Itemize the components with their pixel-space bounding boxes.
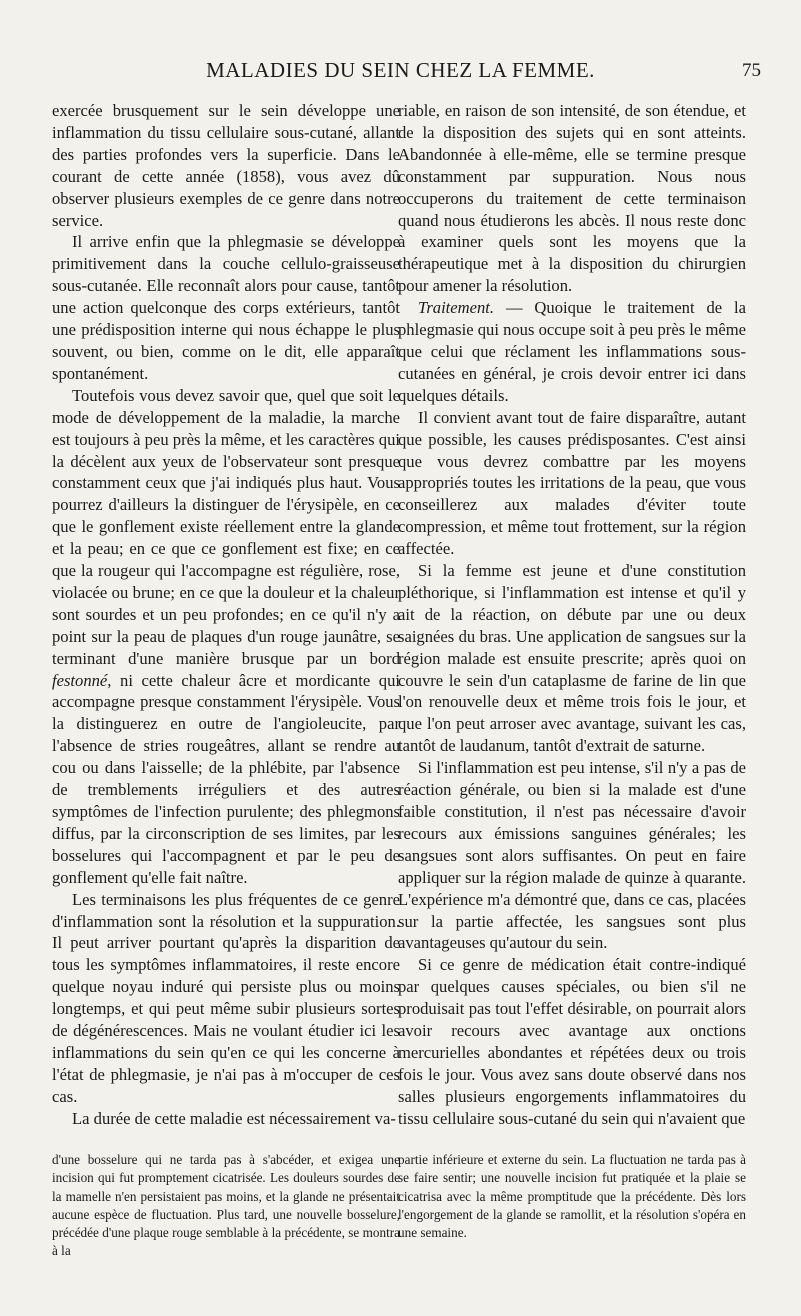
italic-term: festonné, bbox=[52, 670, 112, 690]
footnote-left bbox=[52, 1151, 400, 1261]
page-number: 75 bbox=[742, 60, 761, 81]
page-title: MALADIES DU SEIN CHEZ LA FEMME. bbox=[206, 58, 595, 82]
paragraph: La durée de cette maladie est nécessairement va- bbox=[72, 1108, 396, 1128]
paragraph: Il convient avant tout de faire disparaître, autant que possible, les causes prédisposantes. C'est ainsi que vous devrez combattre par les moyens appropriés toutes les irritations de la peau, que vous conseillerez aux malades d'éviter toute compression, et même tout frottement, sur la région affectée. bbox=[398, 407, 746, 559]
paragraph-text: — Quoique le traitement de la phlegmasie qui nous occupe soit à peu près le même que celui que réclament les inflammations sous-cutanées en général, je crois devoir entrer ici dans quelques détails. bbox=[398, 298, 746, 405]
paragraph: exercée brusquement sur le sein développe une inflammation du tissu cellulaire sous-cutané, allant des parties profondes vers la superficie. Dans le courant de cette année (1858), vous avez dû observer plusieurs exemples de ce genre dans notre service. bbox=[52, 101, 400, 230]
footnote-text: d'une bosselure qui ne tarda pas à s'abcéder, et exigea une incision qui fut promptement cicatrisée. Les douleurs sourdes de la mamelle n'en persistaient pas moins, et la glande ne présentait aucune espèce de fluctuation. Plus tard, une nouvelle bosselure, précédée d'une plaque rouge semblable à la précédente, se montra à la bbox=[52, 1152, 400, 1259]
paragraph: Si la femme est jeune et d'une constitution pléthorique, si l'inflammation est intense et qu'il y ait de la réaction, on débute par une ou deux saignées du bras. Une application de sangsues sur la région malade est ensuite prescrite; après quoi on couvre le sein d'un cataplasme de farine de lin que l'on renouvelle deux et même trois fois le jour, et que l'on peut arroser avec avantage, suivant les cas, tantôt de laudanum, tantôt d'extrait de saturne. bbox=[398, 561, 746, 756]
right-column bbox=[398, 100, 746, 1130]
paragraph: Les terminaisons les plus fréquentes de ce genre d'inflammation sont la résolution et la suppuration. Il peut arriver pourtant qu'après la disparition de tous les symptômes inflammatoires, il reste encore quelque noyau induré qui persiste plus ou moins longtemps, et qui peut même subir plusieurs sortes de dégénérescences. Mais ne voulant étudier ici les inflammations du sein qu'en ce qui les concerne à l'état de phlegmasie, je n'ai pas à m'occuper de ces cas. bbox=[52, 889, 400, 1106]
paragraph: Il arrive enfin que la phlegmasie se développe primitivement dans la couche cellulo-graisseuse sous-cutanée. Elle reconnaît alors pour cause, tantôt une action quelconque des corps extérieurs, tantôt une prédisposition interne qui nous échappe le plus souvent, ou bien, comme on le dit, elle apparaît spontanément. bbox=[52, 232, 400, 383]
paragraph: Si l'inflammation est peu intense, s'il n'y a pas de réaction générale, ou bien si la malade est d'une faible constitution, il n'est pas nécessaire d'avoir recours aux émissions sanguines générales; les sangsues sont alors suffisantes. On peut en faire appliquer sur la région malade de quinze à quarante. L'expérience m'a démontré que, dans ce cas, placées sur la partie affectée, les sangsues sont plus avantageuses qu'autour du sein. bbox=[398, 758, 746, 953]
paragraph: riable, en raison de son intensité, de son étendue, et de la disposition des sujets qui en sont atteints. Abandonnée à elle-même, elle se termine presque constamment par suppuration. Nous nous occuperons du traitement de cette terminaison quand nous étudierons les abcès. Il nous reste donc à examiner quels sont les moyens que la thérapeutique met à la disposition du chirurgien pour amener la résolution. bbox=[398, 101, 746, 296]
footnote-text: partie inférieure et externe du sein. La fluctuation ne tarda pas à se faire sentir; une nouvelle incision fut pratiquée et la plaie se cicatrisa avec la même promptitude que la précédente. Dès lors l'engorgement de la glande se ramollit, et la résolution s'opéra en une semaine. bbox=[398, 1152, 746, 1241]
footnote-right bbox=[398, 1151, 746, 1242]
paragraph-text: Toutefois vous devez savoir que, quel que soit le mode de développement de la maladie, la marche est toujours à peu près la même, et les caractères qui la décèlent aux yeux de l'observateur sont presque constamment ceux que j'ai indiqués plus haut. Vous pourrez d'ailleurs la distinguer de l'érysipèle, en ce que le gonflement existe réellement entre la glande et la peau; en ce que ce gonflement est fixe; en ce que la rougeur qui l'accompagne est régulière, rose, violacée ou brune; en ce que la douleur et la chaleur sont sourdes et un peu profondes; en ce qu'il n'y a point sur la peau de plaques d'un rouge jaunâtre, se terminant d'une manière brusque par un bord bbox=[52, 385, 400, 668]
paragraph: Si ce genre de médication était contre-indiqué par quelques causes spéciales, ou bien s'il ne produisait pas tout l'effet désirable, on pourrait alors avoir recours avec avantage aux onctions mercurielles abondantes et répétées deux ou trois fois le jour. Vous avez sans doute observé dans nos salles plusieurs engorgements inflammatoires du tissu cellulaire sous-cutané du sein qui n'avaient que bbox=[398, 955, 746, 1128]
paragraph bbox=[52, 385, 400, 889]
paragraph-text: ni cette chaleur âcre et mordicante qui accompagne presque constamment l'érysipèle. Vous la distinguerez en outre de l'angioleucite, par l'absence de stries rougeâtres, allant se rendre au cou ou dans l'aisselle; de la phlébite, par l'absence de tremblements irréguliers et des autres symptômes de l'infection purulente; des phlegmons diffus, par la circonscription de ses limites, par les bosselures qui l'accompagnent et par le peu de gonflement qu'elle fait naître. bbox=[52, 670, 400, 887]
left-column bbox=[52, 100, 400, 1130]
section-heading: Traitement. bbox=[418, 298, 495, 318]
running-head bbox=[0, 58, 801, 88]
paragraph bbox=[398, 297, 746, 407]
